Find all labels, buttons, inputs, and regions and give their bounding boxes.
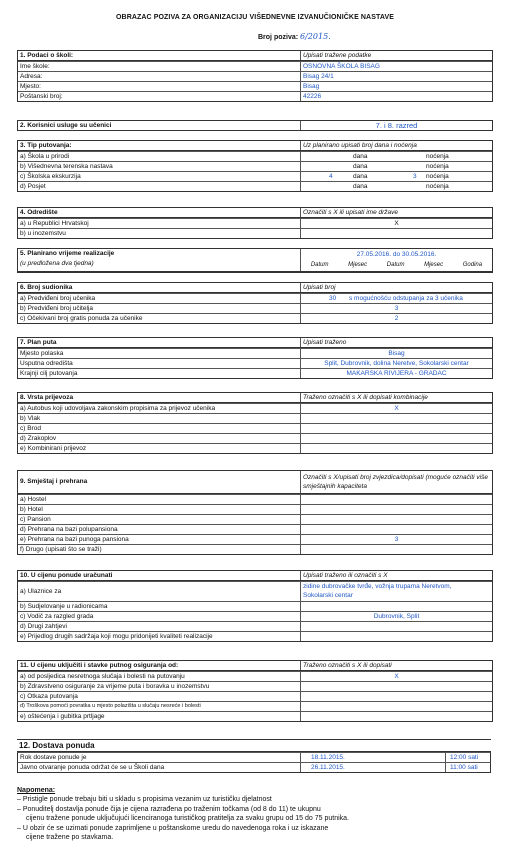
hostel-value[interactable] bbox=[301, 495, 492, 504]
section-destination bbox=[17, 207, 493, 239]
date-sub-1: Datum bbox=[310, 262, 329, 268]
destination-croatia-label: a) u Republici Hrvatskoj bbox=[18, 219, 301, 228]
address-label: Adresa: bbox=[18, 72, 301, 81]
section-9-instruction: Označiti s X/upisati broj zvjezdica/dopisati (moguće označiti više smještajnih kapaciteta bbox=[303, 474, 488, 490]
destination-abroad-value[interactable] bbox=[301, 229, 492, 238]
deadline-date[interactable]: 18.11.2015. bbox=[301, 753, 446, 762]
suggestions-label: e) Prijedlog drugih sadržaja koji mogu pridonijeti kvaliteti realizacije bbox=[18, 632, 301, 641]
transport-train-value[interactable] bbox=[301, 414, 492, 423]
gratis-count-label: c) Očekivani broj gratis ponuda za učenike bbox=[18, 314, 301, 323]
transport-combined-label: e) Kombinirani prijevoz bbox=[18, 444, 301, 453]
date-sub-4: Mjesec bbox=[424, 262, 444, 268]
notes-heading: Napomena: bbox=[17, 787, 56, 794]
section-insurance bbox=[17, 660, 493, 722]
nights-label: noćenja bbox=[426, 163, 449, 170]
section-8-instruction: Traženo označiti s X ili dopisati kombinacije bbox=[303, 394, 428, 401]
section-transport bbox=[17, 392, 493, 454]
departure-label: Mjesto polaska bbox=[18, 349, 301, 358]
pension-label: c) Pansion bbox=[18, 515, 301, 524]
section-5-subheading: (u predložena dva tjedna) bbox=[20, 260, 94, 267]
invitation-number-value: 6/2015. bbox=[300, 32, 331, 41]
section-3-heading: 3. Tip putovanja: bbox=[18, 141, 301, 150]
insurance-health-label: b) Zdravstveno osiguranje za vrijeme puta i boravka u inozemstvu bbox=[18, 682, 301, 691]
hotel-label: b) Hotel bbox=[18, 505, 301, 514]
nights-label: noćenja bbox=[426, 153, 449, 160]
date-sub-5: Godina bbox=[462, 262, 483, 268]
insurance-accident-mark[interactable]: X bbox=[394, 673, 399, 680]
date-range-value[interactable]: 27.05.2016. do 30.05.2016. bbox=[356, 251, 437, 258]
postal-code-label: Poštanski broj: bbox=[18, 92, 301, 101]
tickets-value-line-1[interactable]: zidine dubrovačke tvrđe, vožnja trupama Neretvom, bbox=[303, 583, 452, 590]
gratis-count-value[interactable]: 2 bbox=[394, 315, 399, 322]
section-participants bbox=[17, 282, 493, 324]
transport-plane-value[interactable] bbox=[301, 434, 492, 443]
note-5: cijene tražene po stavkama. bbox=[26, 834, 114, 842]
section-3-instruction: Uz planirano upisati broj dana i noćenja bbox=[303, 142, 417, 149]
workshops-label: b) Sudjelovanje u radionicama bbox=[18, 602, 301, 611]
transport-bus-label: a) Autobus koji udovoljava zakonskim propisima za prijevoz učenika bbox=[18, 404, 301, 413]
other-requests-label: d) Drugi zahtjevi bbox=[18, 622, 301, 631]
section-1-instruction: Upisati tražene podatke bbox=[303, 52, 372, 59]
insurance-return-value[interactable] bbox=[301, 702, 492, 711]
half-board-label: d) Prehrana na bazi polupansiona bbox=[18, 525, 301, 534]
teachers-count-value[interactable]: 3 bbox=[394, 305, 399, 312]
grades-value[interactable]: 7. i 8. razred bbox=[375, 121, 418, 130]
insurance-cancel-label: c) Otkaza putovanja bbox=[18, 692, 301, 701]
transport-combined-value[interactable] bbox=[301, 444, 492, 453]
pension-value[interactable] bbox=[301, 515, 492, 524]
section-timing bbox=[17, 248, 493, 273]
transport-ship-label: c) Brod bbox=[18, 424, 301, 433]
opening-time[interactable]: 11:00 sati bbox=[450, 764, 478, 771]
hotel-value[interactable] bbox=[301, 505, 492, 514]
students-deviation-note[interactable]: s mogućnošću odstupanja za 3 učenika bbox=[349, 295, 463, 302]
deadline-time[interactable]: 12:00 sati bbox=[450, 754, 479, 761]
nights-value[interactable]: 3 bbox=[413, 173, 417, 180]
transport-bus-mark[interactable]: X bbox=[394, 405, 399, 412]
stops-value[interactable]: Split, Dubrovnik, dolina Neretve, Sokolarski centar bbox=[324, 360, 469, 367]
section-10-instruction: Upisati traženo ili označiti s X bbox=[303, 572, 388, 579]
section-accommodation bbox=[17, 470, 493, 555]
note-4: – U obzir će se uzimati ponude zaprimljene u poštanskome uredu do navedenoga roka i uz iskazane bbox=[17, 824, 329, 832]
final-destination-label: Krajnji cilj putovanja bbox=[18, 369, 301, 378]
other-label: f) Drugo (upisati što se traži) bbox=[18, 545, 301, 554]
section-6-instruction: Upisati broj bbox=[303, 284, 336, 291]
nights-label: noćenja bbox=[426, 173, 449, 180]
place-value[interactable]: Bisag bbox=[303, 83, 320, 90]
opening-label: Javno otvaranje ponuda održat će se u Školi dana bbox=[18, 763, 301, 772]
note-2: – Ponuditelj dostavlja ponude čija je cijena razrađena po traženim točkama (od 8 do 11) te ukupnu bbox=[17, 805, 321, 813]
section-11-instruction: Traženo označiti s X ili dopisati bbox=[303, 662, 392, 669]
insurance-accident-label: a) od posljedica nesretnoga slučaja i bolesti na putovanju bbox=[18, 672, 301, 681]
date-sub-2: Mjesec bbox=[348, 262, 368, 268]
transport-plane-label: d) Zrakoplov bbox=[18, 434, 301, 443]
full-board-value[interactable]: 3 bbox=[394, 536, 399, 543]
notes bbox=[17, 786, 497, 842]
address-value[interactable]: Bisag 24/1 bbox=[303, 73, 334, 80]
section-4-instruction: Označiti s X ili upisati ime države bbox=[303, 209, 399, 216]
section-7-instruction: Upisati traženo bbox=[303, 339, 347, 346]
section-11-heading: 11. U cijenu uključiti i stavke putnog osiguranja od: bbox=[18, 661, 301, 670]
section-5-heading: 5. Planirano vrijeme realizacije bbox=[20, 250, 115, 257]
invitation-number-label: Broj poziva: bbox=[258, 34, 299, 41]
other-value[interactable] bbox=[301, 545, 492, 554]
suggestions-value[interactable] bbox=[301, 632, 492, 641]
section-4-heading: 4. Odredište bbox=[18, 208, 301, 217]
teachers-count-label: b) Predviđeni broj učitelja bbox=[18, 304, 301, 313]
date-sub-3: Datum bbox=[386, 262, 405, 268]
section-itinerary bbox=[17, 337, 493, 379]
deadline-label: Rok dostave ponude je bbox=[18, 753, 301, 762]
other-requests-value[interactable] bbox=[301, 622, 492, 631]
note-1: – Pristigle ponude trebaju biti u skladu s propisima vezanim uz turističku djelatnost bbox=[17, 796, 272, 804]
destination-abroad-label: b) u inozemstvu bbox=[18, 229, 301, 238]
students-count-value[interactable]: 30 bbox=[329, 295, 337, 302]
insurance-health-value[interactable] bbox=[301, 682, 492, 691]
section-users bbox=[17, 120, 493, 131]
trip-type-a: a) Škola u prirodi bbox=[18, 152, 301, 161]
departure-value[interactable]: Bisag bbox=[388, 350, 405, 357]
stops-label: Usputna odredišta bbox=[18, 359, 301, 368]
section-trip-type bbox=[17, 140, 493, 192]
trip-type-c: c) Školska ekskurzija bbox=[18, 172, 301, 181]
school-name-label: Ime škole: bbox=[18, 62, 301, 71]
destination-croatia-mark[interactable]: X bbox=[394, 220, 399, 227]
section-1-heading: 1. Podaci o školi: bbox=[18, 51, 301, 60]
tickets-value-line-2[interactable]: Sokolarski centar bbox=[303, 592, 353, 599]
days-label: dana bbox=[353, 183, 368, 190]
insurance-return-label: d) Troškova pomoći povratka u mjesto polazišta u slučaju nesreće i bolesti bbox=[18, 702, 301, 711]
workshops-value[interactable] bbox=[301, 602, 492, 611]
trip-type-d: d) Posjet bbox=[18, 182, 301, 191]
insurance-luggage-value[interactable] bbox=[301, 712, 492, 721]
school-name-value[interactable]: OSNOVNA ŠKOLA BISAG bbox=[303, 63, 380, 70]
section-10-heading: 10. U cijenu ponude uračunati bbox=[18, 571, 301, 580]
full-board-label: e) Prehrana na bazi punoga pansiona bbox=[18, 535, 301, 544]
trip-type-b: b) Višednevna terenska nastava bbox=[18, 162, 301, 171]
transport-ship-value[interactable] bbox=[301, 424, 492, 433]
form-title: OBRAZAC POZIVA ZA ORGANIZACIJU VIŠEDNEVNE IZVANUČIONIČKE NASTAVE bbox=[116, 14, 394, 21]
invitation-number bbox=[258, 32, 331, 41]
city-guide-value[interactable]: Dubrovnik, Split bbox=[373, 613, 420, 620]
place-label: Mjesto: bbox=[18, 82, 301, 91]
days-label: dana bbox=[353, 153, 368, 160]
section-12-heading: 12. Dostava ponuda bbox=[19, 741, 95, 750]
days-label: dana bbox=[353, 163, 368, 170]
section-price-includes bbox=[17, 570, 493, 642]
section-offer-delivery bbox=[17, 739, 491, 773]
days-label: dana bbox=[353, 173, 368, 180]
section-6-heading: 6. Broj sudionika bbox=[18, 283, 301, 292]
transport-train-label: b) Vlak bbox=[18, 414, 301, 423]
tickets-label: a) Ulaznice za bbox=[18, 582, 301, 601]
section-7-heading: 7. Plan puta bbox=[18, 338, 301, 347]
insurance-cancel-value[interactable] bbox=[301, 692, 492, 701]
note-3: cijenu tražene ponude uključujući licenciranoga turističkog pratitelja za svaku grupu od 15 do 75 putnika. bbox=[26, 815, 349, 823]
section-8-heading: 8. Vrsta prijevoza bbox=[18, 393, 301, 402]
final-destination-value[interactable]: MAKARSKA RIVIJERA - GRADAC bbox=[346, 370, 447, 377]
days-value[interactable]: 4 bbox=[329, 173, 333, 180]
section-9-heading: 9. Smještaj i prehrana bbox=[18, 471, 301, 493]
postal-code-value[interactable]: 42226 bbox=[303, 93, 322, 100]
half-board-value[interactable] bbox=[301, 525, 492, 534]
students-count-label: a) Predviđeni broj učenika bbox=[18, 294, 301, 303]
insurance-luggage-label: e) oštećenja i gubitka prtljage bbox=[18, 712, 301, 721]
opening-date[interactable]: 26.11.2015. bbox=[301, 763, 446, 772]
nights-label: noćenja bbox=[426, 183, 449, 190]
hostel-label: a) Hostel bbox=[18, 495, 301, 504]
city-guide-label: c) Vodič za razgled grada bbox=[18, 612, 301, 621]
section-school-data bbox=[17, 50, 493, 102]
section-2-heading: 2. Korisnici usluge su učenici bbox=[18, 121, 301, 130]
